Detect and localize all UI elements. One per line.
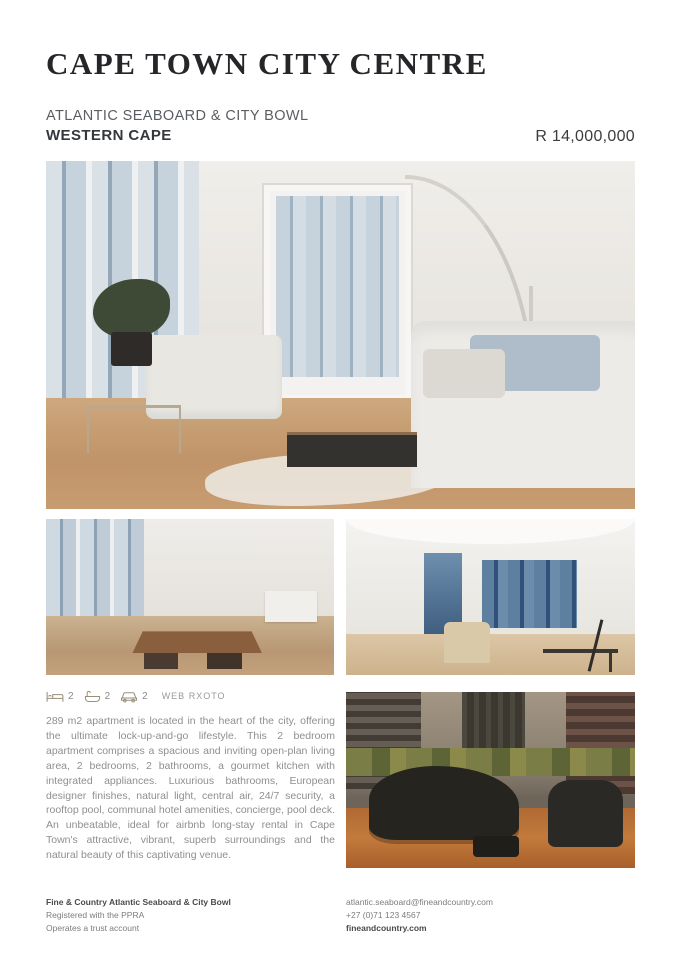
photo-blue-window2-shape	[482, 560, 577, 629]
photo-desk-shape	[543, 649, 618, 653]
agency-registration: Registered with the PPRA	[46, 910, 145, 921]
bed-icon	[46, 690, 64, 703]
main-living-room-photo	[46, 161, 635, 509]
contact-email[interactable]: atlantic.seaboard@fineandcountry.com	[346, 897, 493, 907]
photo-cabinet-shape	[265, 591, 317, 622]
photo-building3-shape	[566, 692, 635, 794]
terrace-photo	[346, 692, 635, 868]
dining-room-photo	[46, 519, 334, 675]
bath-icon	[84, 690, 101, 703]
property-description: 289 m2 apartment is located in the heart of the city, offering the ultimate lock-up-and-go lifestyle. This 2 bedroom apartment comprises a spacious and inviting open-plan living area, 2 bedrooms, 2 bathrooms, a gourmet kitchen with integrated appliances. Luxurious bathrooms, European designer finishes, natural light, central air, 24/7 security, a rooftop pool, communal hotel amenities, concierge, pool deck. An unbeatable, ideal for airbnb long-stay rental in Cape Town's attractive, vibrant, superb surroundings and the natural beauty of this captivating venue.	[46, 715, 335, 862]
photo-desk-leg-shape	[609, 652, 612, 672]
beds-feature	[46, 690, 74, 703]
parking-count: 2	[142, 690, 148, 702]
baths-feature	[84, 690, 111, 703]
beds-count: 2	[68, 690, 74, 702]
area-subtitle: ATLANTIC SEABOARD & CITY BOWL	[46, 108, 309, 124]
car-icon	[120, 690, 138, 703]
photo-dining-table-shape	[132, 631, 262, 653]
blue-curtain-room-photo	[346, 519, 635, 675]
page-title: CAPE TOWN CITY CENTRE	[46, 46, 488, 81]
footer-agency-block	[46, 896, 326, 936]
photo-greenery-shape	[346, 748, 635, 776]
price-label: R 14,000,000	[535, 128, 635, 145]
photo-armchair-shape	[444, 622, 490, 663]
photo-wicker-chair-shape	[548, 780, 623, 847]
feature-summary-row	[46, 686, 335, 706]
contact-phone[interactable]: +27 (0)71 123 4567	[346, 910, 421, 921]
photo-coffee-table-shape	[287, 432, 417, 467]
photo-plant-pot-shape	[111, 332, 152, 367]
agency-name: Fine & Country Atlantic Seaboard & City Bowl	[46, 897, 231, 907]
contact-website[interactable]: fineandcountry.com	[346, 923, 427, 934]
photo-side-table-shape	[87, 405, 181, 454]
baths-count: 2	[104, 690, 111, 702]
photo-glass-shape	[276, 196, 400, 377]
photo-cushion2-shape	[423, 349, 505, 398]
web-reference: WEB RXOTO	[161, 691, 226, 701]
footer-contact-block	[346, 896, 626, 936]
photo-patio-table-shape	[473, 836, 519, 857]
parking-feature	[120, 690, 148, 703]
province-label: WESTERN CAPE	[46, 127, 172, 144]
agency-trust-note: Operates a trust account	[46, 923, 140, 934]
